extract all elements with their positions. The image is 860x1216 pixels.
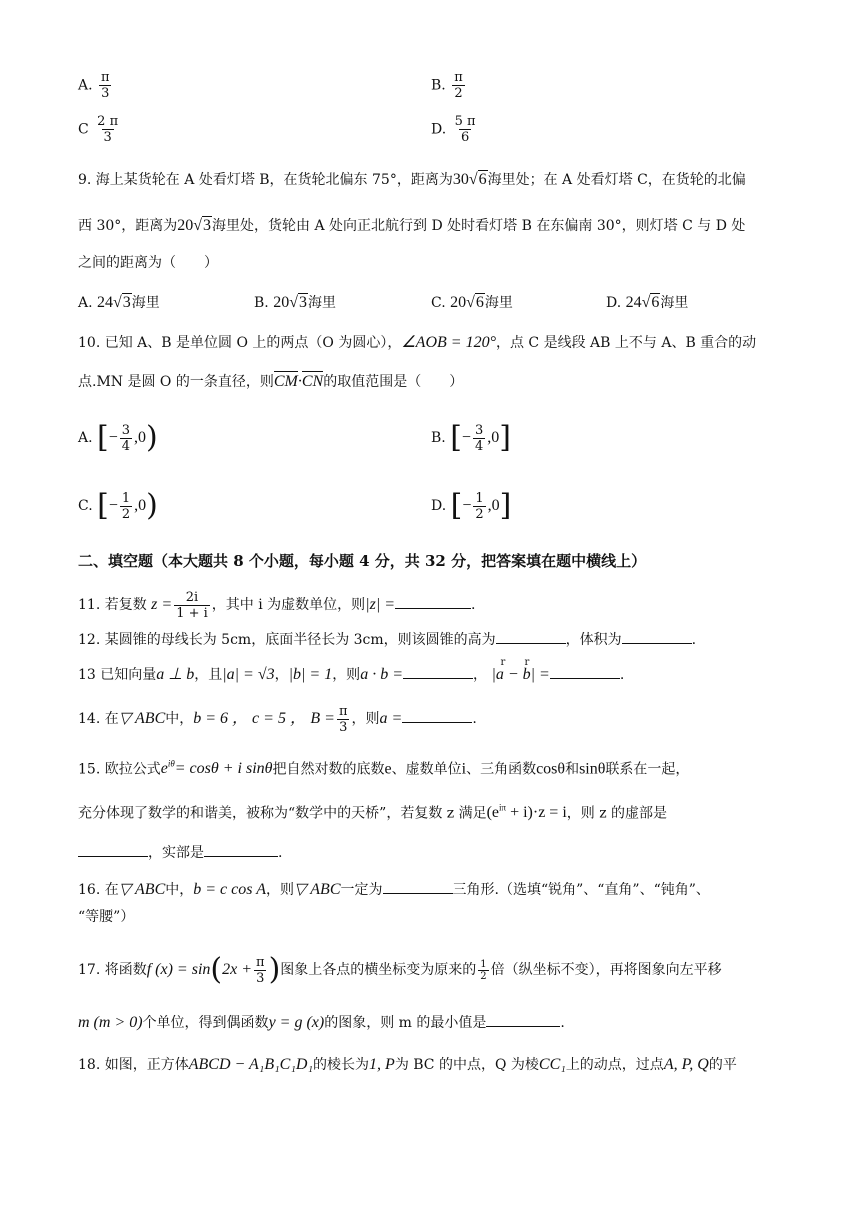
q10-text-2a: 点.MN 是圆 O 的一条直径，则 bbox=[78, 374, 274, 390]
q15-line-3 bbox=[78, 842, 282, 863]
q13-dot: a · b = bbox=[360, 666, 403, 683]
q14-text-c: ，则 bbox=[351, 711, 380, 727]
q16-text-e: 三角形.（选填“锐角”、“直角”、“钝角”、 bbox=[452, 882, 710, 898]
q10-angle: ∠AOB = 120° bbox=[401, 334, 496, 351]
q15-text-1a: 15. 欧拉公式 bbox=[78, 761, 161, 778]
q10-text-1b: ，点 C 是线段 AB 上不与 A、B 重合的动 bbox=[495, 335, 757, 351]
q18-points: A, P, Q bbox=[663, 1056, 709, 1073]
q17-m: m (m > 0) bbox=[78, 1014, 143, 1031]
q14-line bbox=[78, 702, 477, 736]
q15-euler-e: e bbox=[160, 760, 168, 778]
q10-d-minus: − bbox=[462, 497, 472, 514]
q8-d-den: 6 bbox=[460, 130, 470, 145]
q15-i: i bbox=[461, 760, 467, 778]
q17-fraction bbox=[254, 955, 267, 986]
q17-half bbox=[478, 959, 488, 982]
q12-volume-blank[interactable] bbox=[622, 629, 692, 644]
q9-a-rad: 3 bbox=[122, 294, 131, 311]
q14-text-b: 中， bbox=[165, 711, 194, 727]
q14-text-a: 14. 在 bbox=[78, 711, 119, 727]
q10-b-fraction bbox=[473, 423, 485, 454]
q9-d-unit: 海里 bbox=[660, 295, 689, 311]
q18-text-c: 为 BC 的中点，Q 为棱 bbox=[394, 1057, 539, 1073]
q9-d-coef: 24 bbox=[625, 294, 642, 311]
q10-dot: · bbox=[297, 373, 302, 390]
q10-b-close: ] bbox=[499, 420, 511, 455]
q13-end: . bbox=[619, 667, 625, 683]
q11-text-b: ，其中 i 为虚数单位，则 bbox=[211, 597, 366, 613]
q13-text-d: ，则 bbox=[332, 667, 361, 683]
q11-z: z = bbox=[151, 596, 173, 613]
q17-half-den: 2 bbox=[480, 970, 487, 982]
q9-coef-b: 30 bbox=[452, 171, 469, 188]
q11-line bbox=[78, 588, 475, 622]
q8-b-label: B. bbox=[431, 77, 446, 94]
q8-option-d bbox=[431, 114, 480, 145]
q17-g: y = g (x) bbox=[268, 1014, 325, 1031]
q10-d-tail: ,0 bbox=[487, 497, 500, 514]
q9-b-coef: 20 bbox=[273, 294, 290, 311]
q13-sep2: ， bbox=[472, 667, 487, 683]
q16-text-b: 中， bbox=[165, 882, 194, 898]
q14-answer-blank[interactable] bbox=[402, 708, 472, 723]
q9-c-coef: 20 bbox=[450, 294, 467, 311]
q17-end: . bbox=[560, 1015, 565, 1031]
q9-text-1a: 9. 海上某货轮在 A 处看灯塔 B，在货轮北偏东 75°，距离为 bbox=[78, 172, 453, 188]
q8-option-a bbox=[78, 70, 114, 101]
q15-text-1c: 、虚数单位 bbox=[391, 761, 462, 778]
q9-b-unit: 海里 bbox=[307, 295, 336, 311]
q13-abs-a: |a| = √3 bbox=[222, 666, 275, 683]
q17-inner: 2x + bbox=[222, 961, 253, 978]
q13-perp: a ⊥ b bbox=[156, 666, 195, 683]
q18-text-a: 18. 如图，正方体 bbox=[78, 1057, 189, 1073]
q14-den: 3 bbox=[339, 719, 348, 735]
q12-end: . bbox=[691, 632, 697, 648]
q9-a-unit: 海里 bbox=[131, 295, 160, 311]
q15-equation bbox=[487, 804, 567, 821]
q10-b-minus: − bbox=[461, 429, 471, 446]
q10-a-fraction bbox=[120, 423, 132, 454]
q10-vector-cm: CM bbox=[273, 373, 298, 390]
q18-line-1 bbox=[78, 1055, 737, 1075]
q10-a-open: [ bbox=[97, 420, 109, 455]
q10-c-tail: ,0 bbox=[134, 497, 147, 514]
q14-triangle: ▽ ABC bbox=[118, 710, 166, 727]
q18-edge: CC₁ bbox=[538, 1056, 566, 1073]
q15-eq-rest: + i)·z = i bbox=[506, 804, 567, 822]
q13-diff: |a − b| = bbox=[491, 666, 550, 683]
q9-option-b bbox=[254, 293, 336, 313]
q9-c-unit: 海里 bbox=[484, 295, 513, 311]
q8-c-num: 2 π bbox=[97, 114, 119, 129]
q15-text-1e: 和 bbox=[565, 761, 580, 778]
q9-a-coef: 24 bbox=[97, 294, 114, 311]
q11-fraction bbox=[174, 590, 210, 621]
q10-b-num: 3 bbox=[474, 422, 484, 438]
q16-condition: b = c cos A bbox=[193, 881, 266, 898]
q9-distance-b: 30√6 bbox=[452, 171, 487, 188]
q10-option-c bbox=[78, 486, 158, 526]
q18-text-b: 的棱长为 bbox=[313, 1057, 370, 1073]
q16-text-a: 16. 在 bbox=[78, 882, 119, 898]
q15-line-2 bbox=[78, 798, 667, 823]
q8-c-fraction bbox=[95, 114, 120, 145]
q16-triangle-2: ▽ ABC bbox=[293, 881, 341, 898]
q15-line-1 bbox=[78, 754, 689, 779]
q18-cube: ABCD − A₁B₁C₁D₁ bbox=[188, 1056, 314, 1073]
q11-abs: |z| = bbox=[365, 596, 396, 613]
q8-a-num: π bbox=[101, 70, 110, 85]
q12-height-blank[interactable] bbox=[496, 629, 566, 644]
q15-eq-sup: iπ bbox=[499, 803, 507, 813]
q15-cos: cosθ bbox=[536, 760, 566, 778]
q14-end: . bbox=[472, 711, 477, 727]
q9-d-rad: 6 bbox=[651, 294, 660, 311]
q18-length: 1, P bbox=[369, 1056, 395, 1073]
q17-den: 3 bbox=[256, 970, 265, 986]
q11-end: . bbox=[471, 597, 476, 613]
q10-c-minus: − bbox=[108, 497, 118, 514]
q17-text-a: 17. 将函数 bbox=[78, 962, 147, 978]
q15-text-3a: ，实部是 bbox=[148, 845, 204, 861]
q13-number: 13 bbox=[78, 667, 96, 683]
q15-text-1b: 把自然对数的底数 bbox=[272, 761, 385, 778]
q15-e: e bbox=[384, 760, 392, 778]
q9-c-rad: 6 bbox=[475, 294, 484, 311]
q10-a-den: 4 bbox=[121, 438, 131, 454]
q9-option-a bbox=[78, 293, 160, 313]
q17-text-b: 图象上各点的横坐标变为原来的 bbox=[280, 962, 477, 978]
q8-a-label: A. bbox=[78, 77, 93, 94]
q9-text-1b: 海里处；在 A 处看灯塔 C，在货轮的北偏 bbox=[487, 172, 746, 188]
q11-den: 1 + i bbox=[176, 605, 208, 621]
q15-euler-sup: iθ bbox=[167, 759, 175, 769]
q12-text-a: 12. 某圆锥的母线长为 5cm，底面半径长为 3cm，则该圆锥的高为 bbox=[78, 632, 496, 648]
q12-line bbox=[78, 629, 696, 650]
q11-num: 2i bbox=[185, 589, 199, 605]
q8-b-num: π bbox=[454, 70, 463, 85]
q10-d-open: [ bbox=[450, 488, 463, 523]
q10-d-close: ] bbox=[499, 488, 512, 523]
q10-a-close: ) bbox=[146, 420, 158, 455]
q9-d-value: 24√6 bbox=[625, 294, 660, 311]
q15-text-2a: 充分体现了数学的和谐美，被称为“数学中的天桥”，若复数 z 满足 bbox=[78, 805, 487, 822]
q10-c-label: C. bbox=[78, 498, 93, 514]
q9-distance-c: 20√3 bbox=[177, 217, 212, 234]
q13-abs-b: |b| = 1 bbox=[288, 666, 333, 683]
q10-option-a bbox=[78, 418, 158, 458]
q17-line-1: 17. 将函数f (x) = sin(2x + $\frac{\pi}{3}$ )图象上各点的横坐标变为原来的 $\frac{1}{2}$ 倍（纵坐标不变），再将图象向左平移 bbox=[78, 952, 722, 987]
q8-b-den: 2 bbox=[454, 86, 463, 101]
q13-r1: r bbox=[500, 657, 506, 668]
q15-real-blank[interactable] bbox=[204, 842, 278, 857]
q10-b-tail: ,0 bbox=[487, 429, 500, 446]
q17-answer-blank[interactable] bbox=[486, 1012, 560, 1027]
q8-a-den: 3 bbox=[101, 86, 110, 101]
q17-half-num: 1 bbox=[480, 958, 487, 970]
q9-c-label: C. bbox=[431, 295, 446, 311]
q10-b-den: 4 bbox=[474, 438, 484, 454]
q15-euler-rhs: = cosθ + i sinθ bbox=[174, 760, 273, 778]
q18-text-e: 的平 bbox=[708, 1057, 737, 1073]
q17-line-2 bbox=[78, 1012, 565, 1033]
q9-rad-b: 6 bbox=[478, 171, 487, 188]
q9-option-c bbox=[431, 293, 513, 313]
q10-b-open: [ bbox=[450, 420, 462, 455]
q8-c-label: C bbox=[78, 121, 89, 138]
q10-text-2b: 的取值范围是（ ） bbox=[323, 374, 464, 390]
q10-c-fraction bbox=[120, 491, 132, 522]
q9-a-label: A. bbox=[78, 295, 93, 311]
q10-line-2 bbox=[78, 372, 463, 392]
q14-B: B = bbox=[310, 710, 335, 727]
q15-end: . bbox=[278, 845, 283, 861]
q17-text-2a: 个单位，得到偶函数 bbox=[142, 1015, 269, 1031]
q16-text-d: 一定为 bbox=[340, 882, 383, 898]
q13-r2: r bbox=[524, 657, 530, 668]
q15-imag-blank[interactable] bbox=[78, 842, 148, 857]
q10-vector-cn: CN bbox=[301, 373, 324, 390]
q18-text-d: 上的动点，过点 bbox=[565, 1057, 664, 1073]
q13-line bbox=[78, 657, 625, 685]
q13-sep1: ， bbox=[274, 667, 289, 683]
q8-d-fraction bbox=[453, 114, 478, 145]
q9-b-rad: 3 bbox=[298, 294, 307, 311]
q13-text-b: 已知向量 bbox=[100, 667, 157, 683]
q17-num: π bbox=[256, 954, 265, 970]
q14-fraction bbox=[337, 704, 350, 735]
q10-a-minus: − bbox=[108, 429, 118, 446]
q10-option-d bbox=[431, 486, 511, 526]
q9-c-value: 20√6 bbox=[450, 294, 484, 311]
q9-option-d bbox=[606, 293, 688, 313]
q13-text-c: ，且 bbox=[194, 667, 223, 683]
q13-diff-blank[interactable] bbox=[550, 664, 620, 679]
q16-line-1 bbox=[78, 879, 710, 900]
q9-line-2 bbox=[78, 216, 745, 236]
q10-a-tail: ,0 bbox=[134, 429, 147, 446]
q10-option-b bbox=[431, 418, 511, 458]
q8-option-b bbox=[431, 70, 467, 101]
q10-a-label: A. bbox=[78, 430, 93, 446]
q12-text-b: ，体积为 bbox=[565, 632, 622, 648]
q10-c-num: 1 bbox=[121, 490, 131, 506]
q9-text-2a: 西 30°，距离为 bbox=[78, 218, 178, 234]
q9-line-3: 之间的距离为（ ） bbox=[78, 255, 218, 271]
q14-answer-label: a = bbox=[379, 710, 403, 727]
q15-text-1d: 、三角函数 bbox=[466, 761, 537, 778]
q10-c-open: [ bbox=[97, 488, 109, 523]
q11-text-a: 11. 若复数 bbox=[78, 597, 147, 613]
q8-b-fraction bbox=[452, 70, 465, 101]
q13-diff-group bbox=[491, 657, 550, 685]
q8-a-fraction bbox=[99, 70, 112, 101]
q15-euler bbox=[161, 760, 273, 777]
q10-b-label: B. bbox=[431, 430, 446, 446]
q10-a-num: 3 bbox=[121, 422, 131, 438]
q9-a-value: 24√3 bbox=[97, 294, 131, 311]
q9-line-1 bbox=[78, 170, 746, 190]
q10-text-1a: 10. 已知 A、B 是单位圆 O 上的两点（O 为圆心）， bbox=[78, 335, 402, 351]
q14-num: π bbox=[338, 703, 348, 719]
q17-text-c: 倍（纵坐标不变），再将图象向左平移 bbox=[490, 962, 722, 978]
q8-d-num: 5 π bbox=[454, 114, 476, 129]
q16-line-2: “等腰”） bbox=[78, 909, 135, 925]
q15-text-2b: ，则 z 的虚部是 bbox=[566, 805, 668, 822]
q10-c-den: 2 bbox=[121, 506, 131, 522]
q15-text-1f: 联系在一起， bbox=[605, 761, 690, 778]
q9-coef-c: 20 bbox=[177, 217, 194, 234]
q8-option-c bbox=[78, 114, 122, 145]
q10-dot-product bbox=[274, 373, 323, 390]
q10-d-num: 1 bbox=[475, 490, 484, 506]
q10-d-den: 2 bbox=[475, 506, 484, 522]
q8-c-den: 3 bbox=[103, 130, 112, 145]
q9-d-label: D. bbox=[606, 295, 622, 311]
q10-c-close: ) bbox=[146, 488, 158, 523]
q11-answer-blank[interactable] bbox=[395, 594, 471, 609]
q9-b-label: B. bbox=[254, 295, 269, 311]
q10-d-fraction bbox=[473, 491, 485, 522]
q17-function: f (x) = sin bbox=[146, 961, 211, 978]
q8-d-label: D. bbox=[431, 121, 447, 138]
q13-dot-blank[interactable] bbox=[403, 664, 473, 679]
q16-answer-blank[interactable] bbox=[383, 879, 453, 894]
q9-b-value: 20√3 bbox=[273, 294, 307, 311]
q10-d-label: D. bbox=[431, 498, 447, 514]
q16-text-c: ，则 bbox=[265, 882, 294, 898]
q14-values: b = 6 ， c = 5 ， bbox=[193, 710, 306, 727]
q10-line-1 bbox=[78, 333, 756, 353]
section-heading: 二、填空题（本大题共 8 个小题，每小题 4 分，共 32 分，把答案填在题中横线上） bbox=[78, 552, 647, 570]
q15-sin: sinθ bbox=[579, 760, 606, 778]
q17-text-2b: 的图象，则 m 的最小值是 bbox=[324, 1015, 487, 1031]
q15-eq-open: (e bbox=[486, 804, 500, 822]
q9-text-2b: 海里处，货轮由 A 处向正北航行到 D 处时看灯塔 B 在东偏南 30°，则灯塔 C 与 D 处 bbox=[212, 218, 746, 234]
q16-triangle-1: ▽ ABC bbox=[118, 881, 166, 898]
q9-rad-c: 3 bbox=[203, 217, 212, 234]
